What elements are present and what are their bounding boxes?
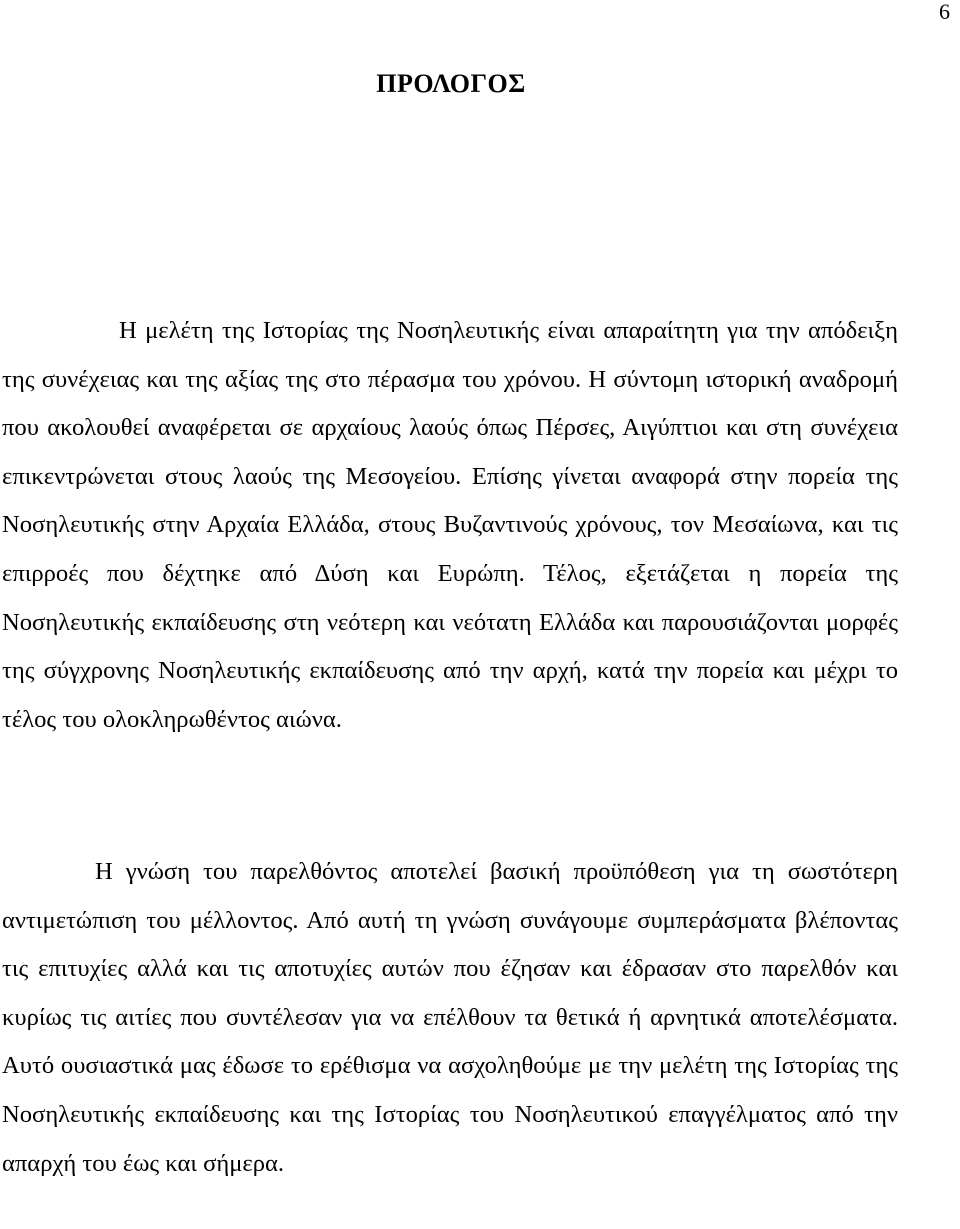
page-title: ΠΡΟΛΟΓΟΣ bbox=[376, 69, 526, 98]
page-number: 6 bbox=[939, 0, 950, 24]
paragraph-intro: Η μελέτη της Ιστορίας της Νοσηλευτικής είναι απαραίτητη για την απόδειξη της συνέχειας και της αξίας της στο πέρασμα του χρόνου. Η σύντομη ιστορική αναδρομή που ακολουθεί αναφέρεται σε αρχαίους λαούς όπως Πέρσες, Αιγύπτιοι και στη συνέχεια επικεντρώνεται στους λαούς της Μεσογείου. Επίσης γίνεται αναφορά στην πορεία της Νοσηλευτικής στην Αρχαία Ελλάδα, στους Βυζαντινούς χρόνους, τον Μεσαίωνα, και τις επιρροές που δέχτηκε από Δύση και Ευρώπη. Τέλος, εξετάζεται η πορεία της Νοσηλευτικής εκπαίδευσης στη νεότερη και νεότατη Ελλάδα και παρουσιάζονται μορφές της σύγχρονης Νοσηλευτικής εκπαίδευσης από την αρχή, κατά την πορεία και μέχρι το τέλος του ολοκληρωθέντος αιώνα. bbox=[2, 317, 898, 733]
paragraph-motivation: Η γνώση του παρελθόντος αποτελεί βασική προϋπόθεση για τη σωστότερη αντιμετώπιση του μέλλοντος. Από αυτή τη γνώση συνάγουμε συμπεράσματα βλέποντας τις επιτυχίες αλλά και τις αποτυχίες αυτών που έζησαν και έδρασαν στο παρελθόν και κυρίως τις αιτίες που συντέλεσαν για να επέλθουν τα θετικά ή αρνητικά αποτελέσματα. Αυτό ουσιαστικά μας έδωσε το ερέθισμα να ασχοληθούμε με την μελέτη της Ιστορίας της Νοσηλευτικής εκπαίδευσης και της Ιστορίας του Νοσηλευτικού επαγγέλματος από την απαρχή του έως και σήμερα. bbox=[2, 858, 898, 1177]
